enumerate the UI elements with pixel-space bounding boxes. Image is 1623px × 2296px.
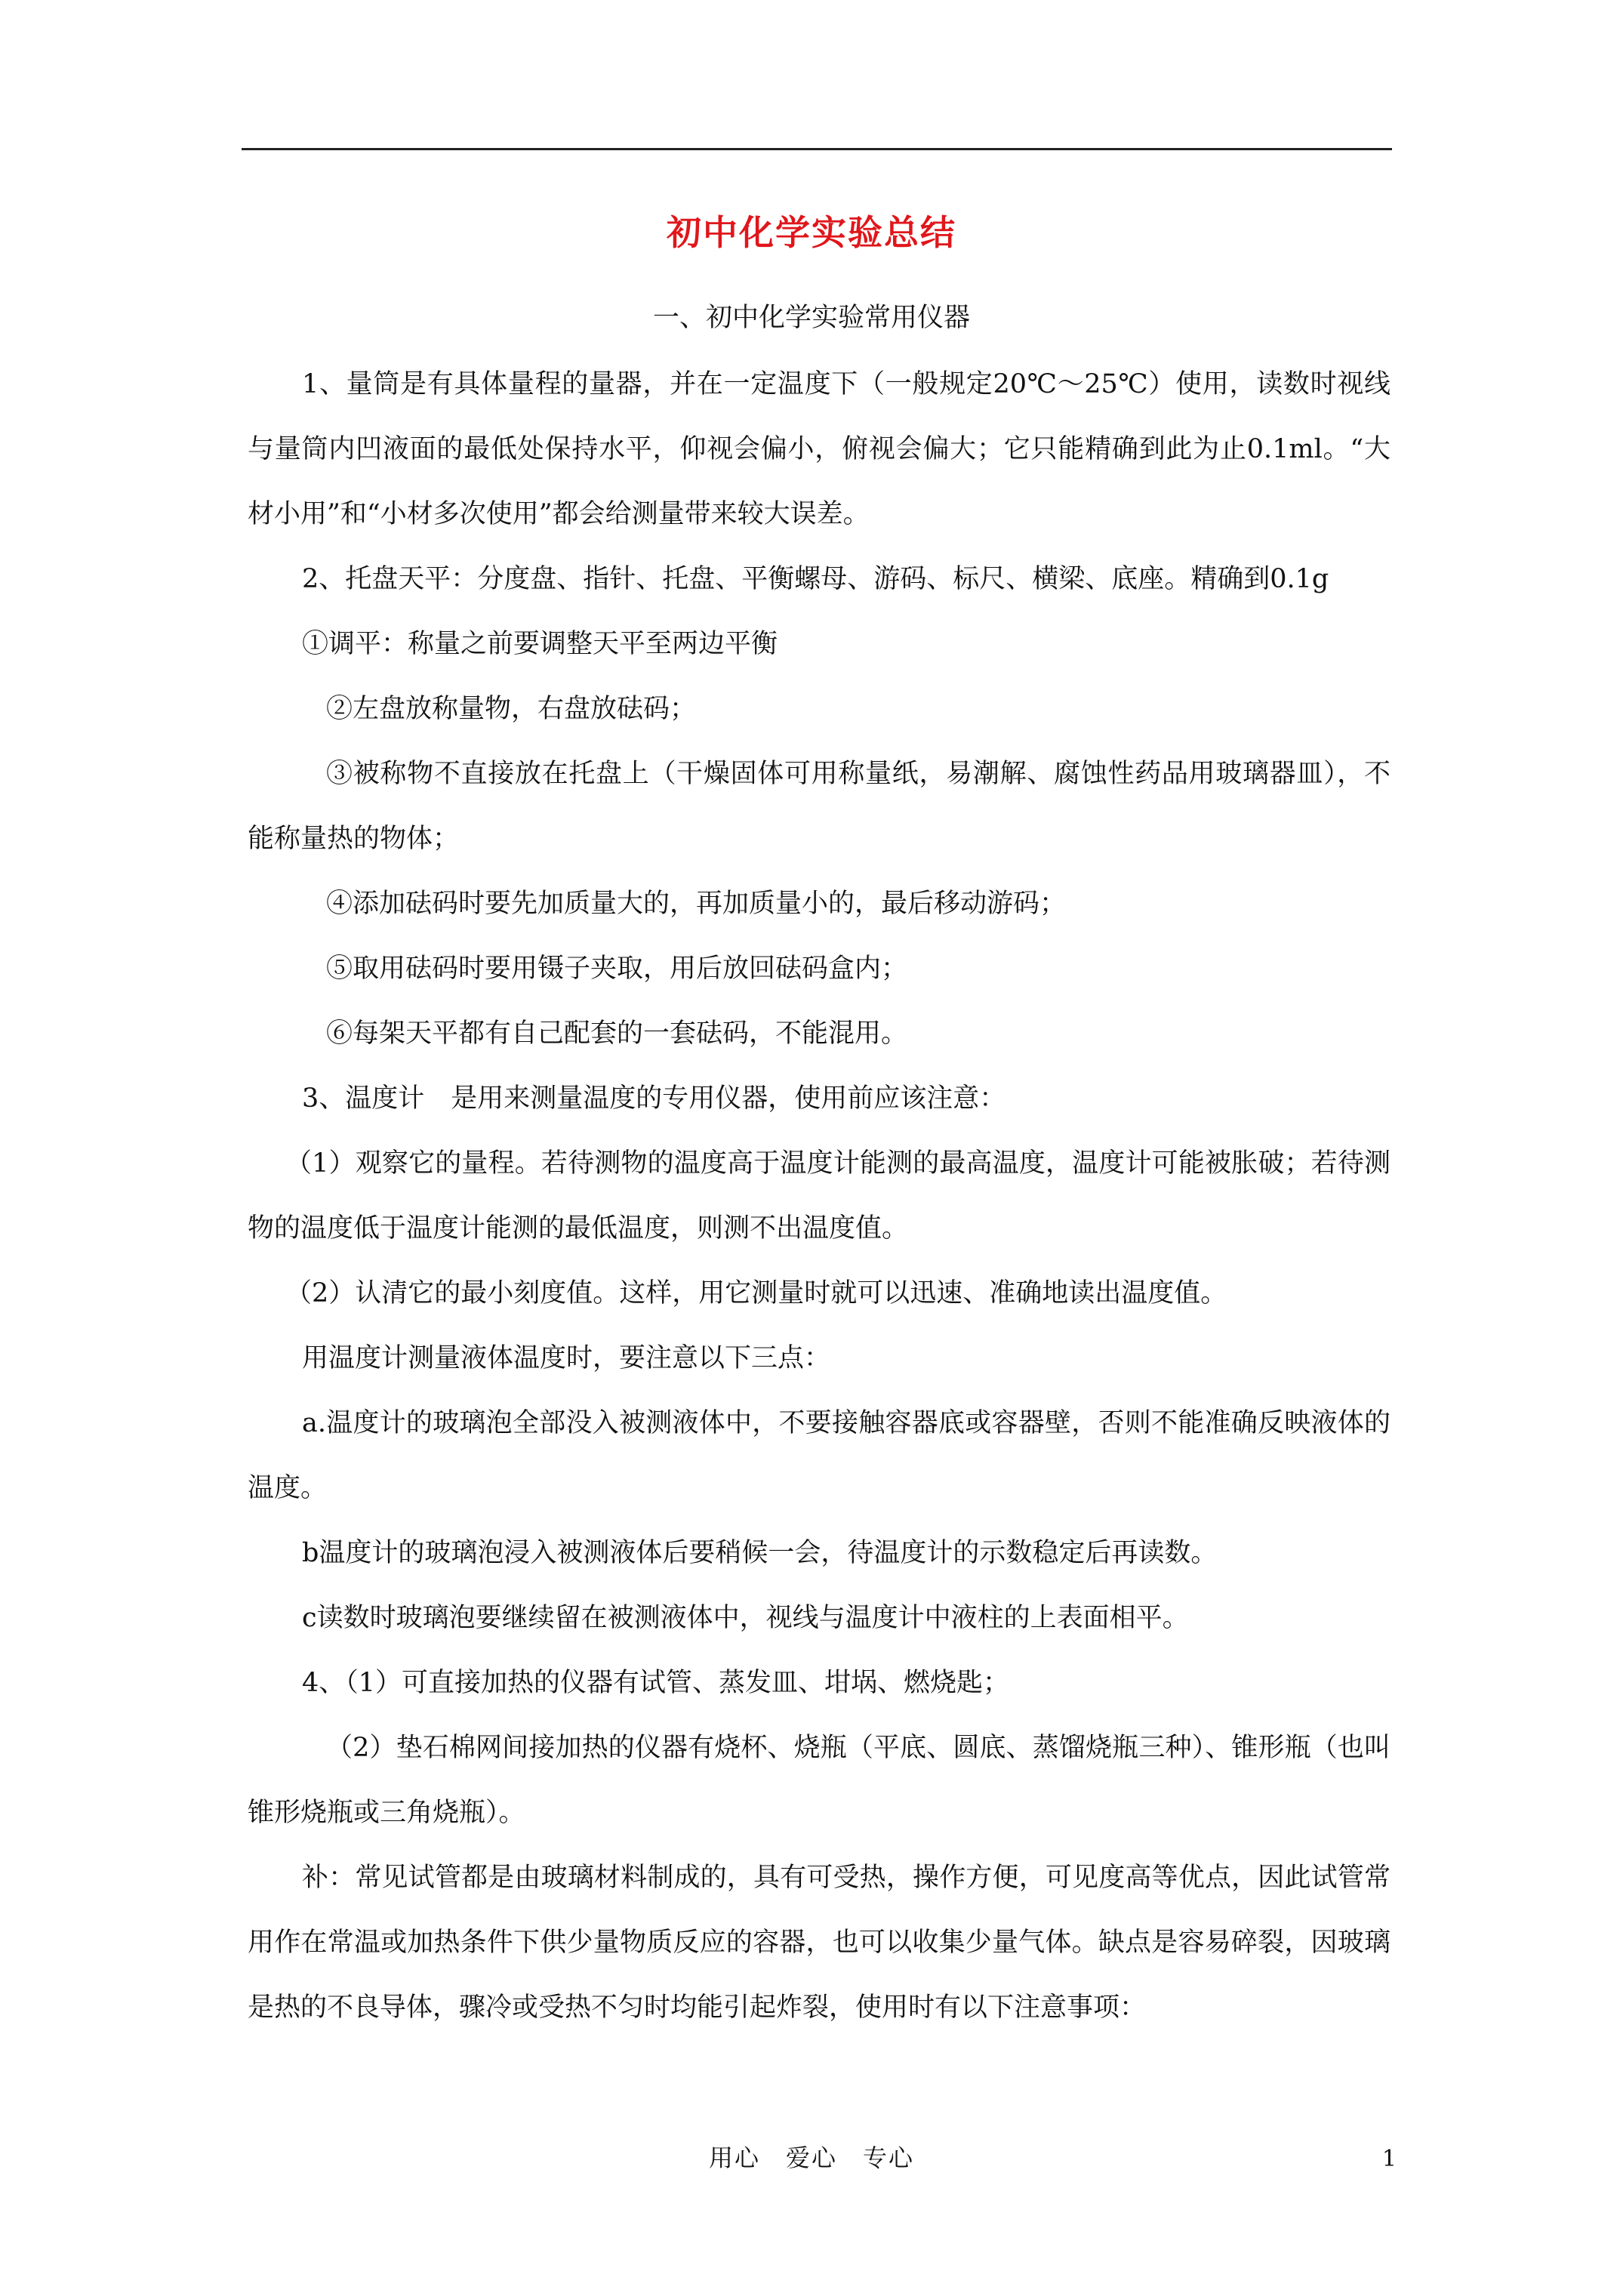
paragraph-17: （2）垫石棉网间接加热的仪器有烧杯、烧瓶（平底、圆底、蒸馏烧瓶三种）、锥形瓶（也叫锥形烧瓶或三角烧瓶）。	[248, 1733, 1390, 1828]
paragraph-1: 1、量筒是有具体量程的量器，并在一定温度下（一般规定20℃～25℃）使用，读数时视线与量筒内凹液面的最低处保持水平，仰视会偏小，俯视会偏大；它只能精确到此为止0.1ml。“大材小用”和“小材多次使用”都会给测量带来较大误差。	[248, 369, 1390, 529]
paragraph-18: 补：常见试管都是由玻璃材料制成的，具有可受热，操作方便，可见度高等优点，因此试管常用作在常温或加热条件下供少量物质反应的容器，也可以收集少量气体。缺点是容易碎裂，因玻璃是热的不良导体，骤冷或受热不匀时均能引起炸裂，使用时有以下注意事项：	[248, 1863, 1390, 2023]
paragraph-10: （1）观察它的量程。若待测物的温度高于温度计能测的最高温度，温度计可能被胀破；若待测物的温度低于温度计能测的最低温度，则测不出温度值。	[248, 1148, 1390, 1244]
footer-text: 用心 爱心 专心	[708, 2143, 914, 2172]
paragraph-16: 4、（1）可直接加热的仪器有试管、蒸发皿、坩埚、燃烧匙；	[302, 1668, 1010, 1698]
document-title: 初中化学实验总结	[667, 212, 956, 253]
paragraph-6: ④添加砝码时要先加质量大的，再加质量小的，最后移动游码；	[326, 889, 1067, 919]
paragraph-13: a.温度计的玻璃泡全部没入被测液体中，不要接触容器底或容器壁，否则不能准确反映液体的温度。	[248, 1408, 1390, 1503]
header-rule	[242, 148, 1392, 150]
paragraph-12: 用温度计测量液体温度时，要注意以下三点：	[302, 1343, 831, 1373]
paragraph-5: ③被称物不直接放在托盘上（干燥固体可用称量纸，易潮解、腐蚀性药品用玻璃器皿），不能称量热的物体；	[248, 759, 1390, 854]
paragraph-8: ⑥每架天平都有自己配套的一套砝码，不能混用。	[326, 1019, 908, 1049]
paragraph-7: ⑤取用砝码时要用镊子夹取，用后放回砝码盒内；	[326, 954, 908, 984]
paragraph-11: （2）认清它的最小刻度值。这样，用它测量时就可以迅速、准确地读出温度值。	[285, 1278, 1227, 1308]
paragraph-9: 3、温度计 是用来测量温度的专用仪器，使用前应该注意：	[302, 1083, 1006, 1114]
section-heading: 一、初中化学实验常用仪器	[652, 303, 970, 333]
body-text	[248, 352, 1390, 2040]
paragraph-14: b温度计的玻璃泡浸入被测液体后要稍候一会，待温度计的示数稳定后再读数。	[302, 1538, 1218, 1568]
page-number: 1	[1381, 2146, 1397, 2172]
paragraph-3: ①调平：称量之前要调整天平至两边平衡	[302, 629, 778, 659]
paragraph-2: 2、托盘天平：分度盘、指针、托盘、平衡螺母、游码、标尺、横梁、底座。精确到0.1g	[302, 564, 1329, 594]
paragraph-15: c读数时玻璃泡要继续留在被测液体中，视线与温度计中液柱的上表面相平。	[302, 1603, 1189, 1633]
paragraph-4: ②左盘放称量物，右盘放砝码；	[326, 694, 697, 724]
